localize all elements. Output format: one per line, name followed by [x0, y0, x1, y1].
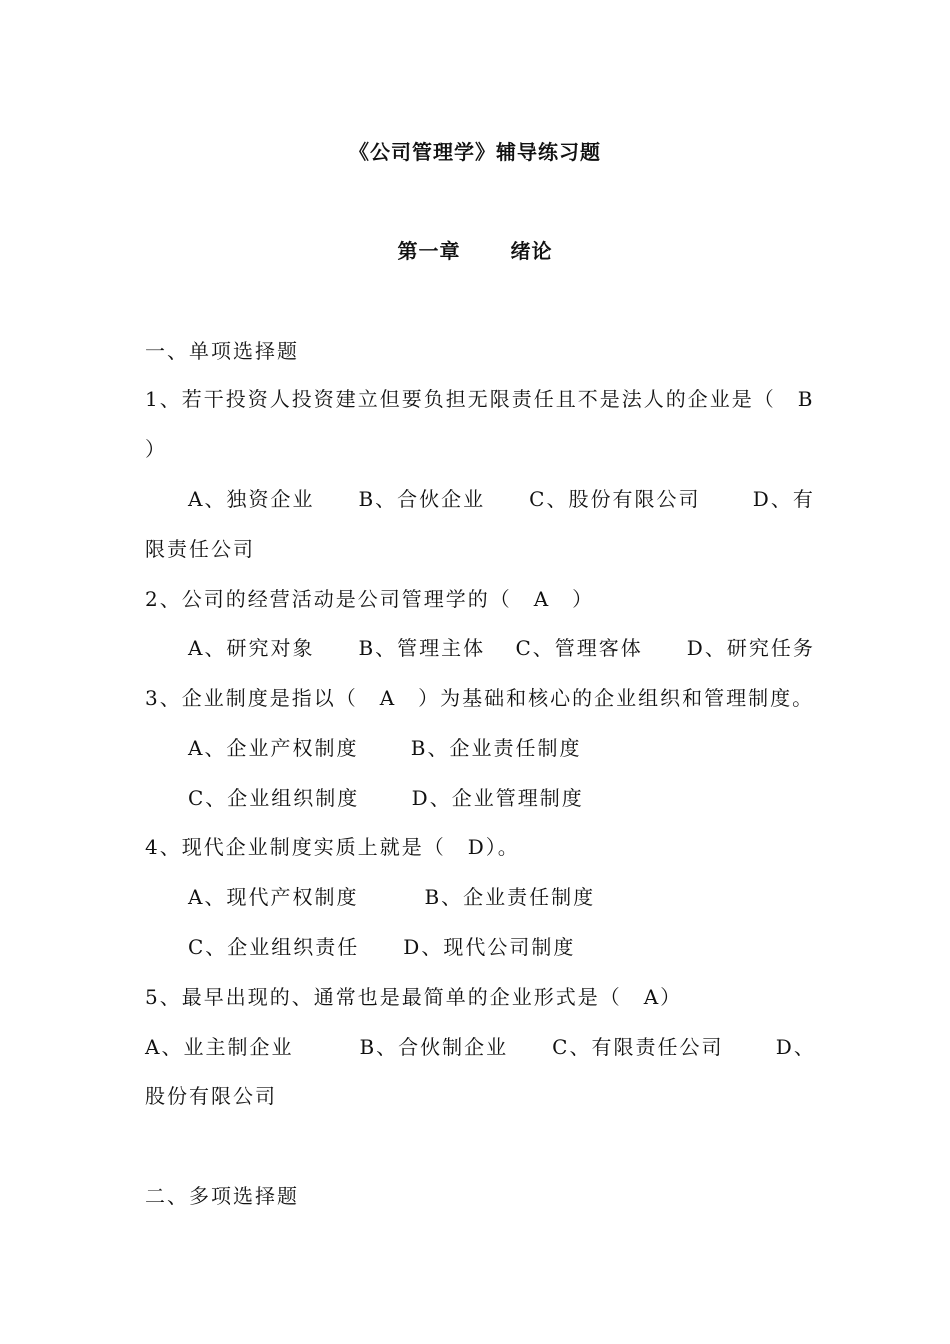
- question-3: 3、企业制度是指以（ A ）为基础和核心的企业组织和管理制度。: [145, 686, 815, 710]
- question-2-options: A、研究对象 B、管理主体 C、管理客体 D、研究任务: [188, 636, 815, 660]
- document-title: 《公司管理学》辅导练习题: [349, 140, 601, 164]
- question-4: 4、现代企业制度实质上就是（ D）。: [145, 835, 520, 859]
- section-heading-multiple-choice: 二、多项选择题: [145, 1184, 299, 1208]
- question-3-options-row-2: C、企业组织制度 D、企业管理制度: [188, 786, 584, 810]
- question-1-options-continued: 限责任公司: [145, 537, 255, 561]
- question-3-options-row-1: A、企业产权制度 B、企业责任制度: [188, 736, 582, 760]
- question-5-options: A、业主制企业 B、合伙制企业 C、有限责任公司 D、: [145, 1035, 816, 1059]
- section-heading-single-choice: 一、单项选择题: [145, 339, 299, 363]
- question-1-continued: ）: [145, 437, 167, 461]
- question-2: 2、公司的经营活动是公司管理学的（ A ）: [145, 587, 595, 611]
- question-1-options: A、独资企业 B、合伙企业 C、股份有限公司 D、有: [188, 487, 815, 511]
- question-1: 1、若干投资人投资建立但要负担无限责任且不是法人的企业是（ B: [145, 387, 815, 411]
- question-5-options-continued: 股份有限公司: [145, 1084, 277, 1108]
- question-4-options-row-2: C、企业组织责任 D、现代公司制度: [188, 935, 576, 959]
- chapter-heading: 第一章 绪论: [397, 239, 553, 263]
- question-4-options-row-1: A、现代产权制度 B、企业责任制度: [188, 885, 596, 909]
- question-5: 5、最早出现的、通常也是最简单的企业形式是（ A）: [145, 985, 683, 1009]
